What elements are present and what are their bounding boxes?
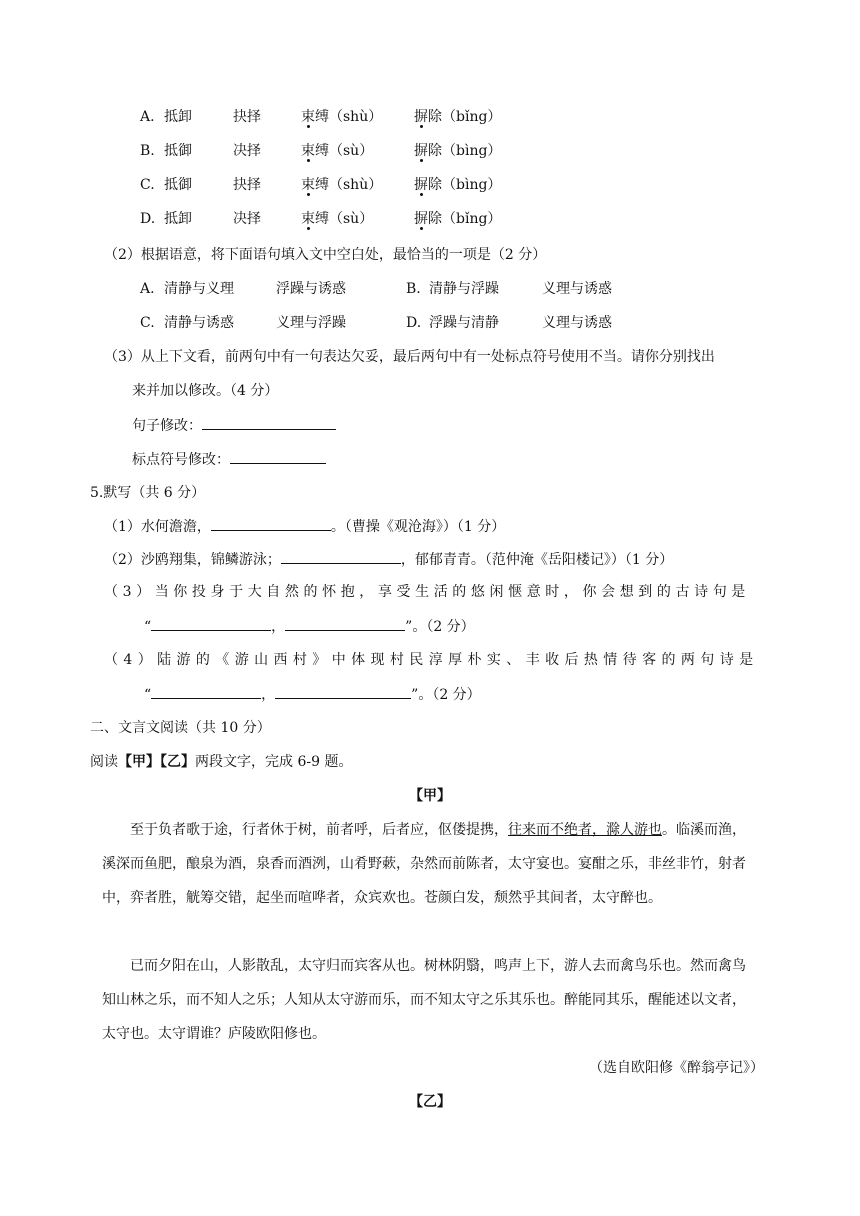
option-word-3 — [301, 175, 382, 195]
option-label: B. — [406, 281, 421, 297]
emphasis-char: 摒 — [414, 143, 428, 159]
q4-3-stem-line2: 来并加以修改。（4 分） — [132, 383, 279, 399]
jia-paragraph-2: 已而夕阳在山，人影散乱，太守归而宾客从也。树林阴翳，鸣声上下，游人去而禽鸟乐也。然而禽鸟知山林之乐，而不知人之乐；人知从太守游而乐，而不知太守之乐其乐也。醉能同其乐，醒能述以文者，太守也。太守谓谁？庐陵欧阳修也。 — [102, 958, 746, 1042]
comma: ， — [261, 687, 276, 703]
option-text-a: 清静与诱惑 — [164, 315, 234, 331]
q5-line-3: （3）当你投身于大自然的怀抱，享受生活的悠闲惬意时，你会想到的古诗句是 — [104, 584, 750, 600]
option-label: A. — [140, 109, 155, 125]
q4-2-stem: （2）根据语意，将下面语句填入文中空白处，最恰当的一项是（2 分） — [104, 247, 547, 263]
para-text: 。临溪而渔，溪深而鱼肥，酿泉为酒，泉香而酒洌，山肴野蔌，杂然而前陈者，太守宴也。宴酣之乐，非丝非竹，射者中，弈者胜，觥筹交错，起坐而喧哗者，众宾欢也。苍颜白发，颓然乎其间者，太守醉也。 — [102, 822, 746, 906]
underlined-sentence: 往来而不绝者，滁人游也 — [508, 822, 662, 838]
option-label: A. — [140, 281, 155, 297]
jia-heading: 【甲】 — [409, 788, 451, 804]
line-prefix: （2）沙鸥翔集，锦鳞游泳； — [104, 552, 281, 568]
section-2-title: 二、文言文阅读（共 10 分） — [90, 720, 271, 736]
word-rest: 除（bìng） — [428, 143, 502, 159]
emphasis-char: 束 — [301, 109, 315, 125]
fill-blank[interactable] — [151, 684, 261, 699]
q5-line-3-answer — [144, 616, 475, 637]
option-word-3 — [301, 209, 373, 229]
option-word-2: 决择 — [233, 211, 261, 227]
word-rest: 除（bìng） — [428, 177, 502, 193]
sentence-fix-row — [132, 415, 336, 436]
option-label: C. — [140, 177, 155, 193]
jia-tag: 【甲】 — [118, 754, 160, 770]
yi-tag: 【乙】 — [160, 754, 195, 770]
emphasis-char: 摒 — [414, 211, 428, 227]
open-quote: “ — [144, 619, 152, 635]
q5-line-4: （4）陆游的《游山西村》中体现村民淳厚朴实、丰收后热情待客的两句诗是 — [104, 652, 759, 668]
word-rest: 缚（sù） — [315, 211, 374, 227]
word-rest: 缚（sù） — [315, 143, 374, 159]
emphasis-char: 束 — [301, 143, 315, 159]
option-word-2: 抉择 — [233, 109, 261, 125]
emphasis-char: 束 — [301, 177, 315, 193]
q5-line-2 — [104, 549, 673, 570]
punct-fix-blank[interactable] — [230, 449, 326, 464]
option-text-b: 义理与诱惑 — [542, 315, 612, 331]
q5-line-4-answer — [144, 684, 481, 705]
option-label: C. — [140, 315, 155, 331]
close-quote: ”。（2 分） — [405, 619, 475, 635]
option-word-4 — [414, 175, 501, 195]
option-label: D. — [140, 211, 156, 227]
word-rest: 缚（shù） — [315, 177, 383, 193]
line-suffix: 。（曹操《观沧海》）（1 分） — [330, 519, 506, 535]
close-quote: ”。（2 分） — [411, 687, 481, 703]
word-rest: 除（bǐng） — [428, 109, 502, 125]
punct-fix-label: 标点符号修改： — [132, 452, 230, 468]
option-word-2: 抉择 — [233, 177, 261, 193]
source-citation: （选自欧阳修《醉翁亭记》） — [589, 1060, 764, 1076]
option-word-1: 抵御 — [164, 177, 192, 193]
q4-3-stem-line1: （3）从上下文看，前两句中有一句表达欠妥，最后两句中有一处标点符号使用不当。请你分别找出 — [104, 349, 715, 365]
intro-prefix: 阅读 — [90, 754, 118, 770]
option-word-4 — [414, 141, 501, 161]
fill-blank[interactable] — [151, 616, 271, 631]
emphasis-char: 摒 — [414, 177, 428, 193]
option-word-1: 抵御 — [164, 143, 192, 159]
option-text-a: 浮躁与清静 — [429, 315, 499, 331]
fill-blank[interactable] — [211, 516, 331, 531]
intro-suffix: 两段文字，完成 6-9 题。 — [195, 754, 353, 770]
option-word-3 — [301, 107, 382, 127]
sentence-fix-label: 句子修改： — [132, 418, 202, 434]
sentence-fix-blank[interactable] — [202, 415, 336, 430]
q5-title: 5.默写（共 6 分） — [90, 485, 206, 501]
option-word-2: 决择 — [233, 143, 261, 159]
open-quote: “ — [144, 687, 152, 703]
option-text-b: 义理与诱惑 — [542, 281, 612, 297]
yi-heading: 【乙】 — [409, 1094, 451, 1110]
option-word-4 — [414, 107, 501, 127]
punct-fix-row — [132, 449, 326, 470]
option-word-4 — [414, 209, 501, 229]
word-rest: 缚（shù） — [315, 109, 383, 125]
section-2-intro — [90, 752, 352, 772]
comma: ， — [271, 619, 286, 635]
fill-blank[interactable] — [285, 616, 405, 631]
emphasis-char: 摒 — [414, 109, 428, 125]
option-label: B. — [140, 143, 155, 159]
word-rest: 除（bǐng） — [428, 211, 502, 227]
para-text: 至于负者歌于途，行者休于树，前者呼，后者应，伛偻提携， — [130, 822, 508, 838]
option-text-a: 清静与义理 — [164, 281, 234, 297]
option-word-1: 抵卸 — [164, 109, 192, 125]
emphasis-char: 束 — [301, 211, 315, 227]
option-text-b: 浮躁与诱惑 — [276, 281, 346, 297]
jia-paragraph-1 — [102, 813, 758, 915]
option-word-3 — [301, 141, 373, 161]
fill-blank[interactable] — [281, 549, 401, 564]
option-text-b: 义理与浮躁 — [276, 315, 346, 331]
option-text-a: 清静与浮躁 — [429, 281, 499, 297]
q5-line-1 — [104, 516, 505, 537]
option-label: D. — [406, 315, 422, 331]
option-word-1: 抵卸 — [164, 211, 192, 227]
line-suffix: ，郁郁青青。（范仲淹《岳阳楼记》）（1 分） — [400, 552, 674, 568]
fill-blank[interactable] — [275, 684, 411, 699]
line-prefix: （1）水何澹澹， — [104, 519, 211, 535]
